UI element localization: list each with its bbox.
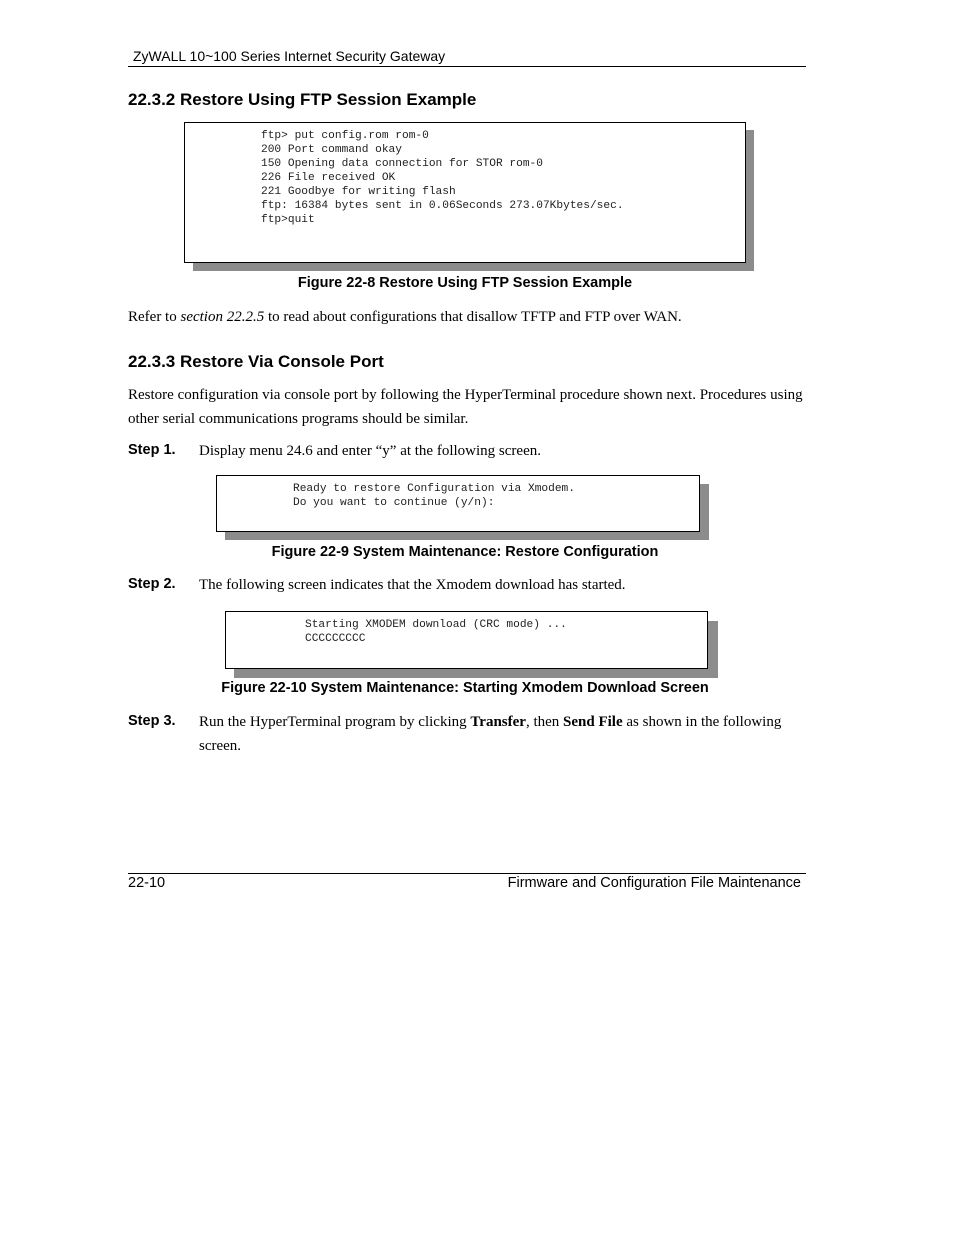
figure-22-10-terminal-screen xyxy=(225,611,708,669)
section-heading-2232: 22.3.2 Restore Using FTP Session Example xyxy=(128,90,477,109)
running-header: ZyWALL 10~100 Series Internet Security Gateway xyxy=(133,48,446,64)
footer-rule xyxy=(128,873,806,874)
footer-chapter-title: Firmware and Configuration File Maintenance xyxy=(507,875,801,891)
figure-22-10-caption: Figure 22-10 System Maintenance: Starting Xmodem Download Screen xyxy=(221,680,709,696)
section-heading-2233: 22.3.3 Restore Via Console Port xyxy=(128,352,384,371)
step-3-prefix: Run the HyperTerminal program by clicking xyxy=(199,714,471,730)
intro-paragraph: Restore configuration via console port by following the HyperTerminal procedure shown next. Procedures using other serial communications programs should be similar. xyxy=(128,387,803,427)
refer-paragraph xyxy=(128,305,682,329)
refer-suffix: to read about configurations that disallow TFTP and FTP over WAN. xyxy=(264,309,682,325)
step-1-label: Step 1. xyxy=(128,442,176,458)
refer-prefix: Refer to xyxy=(128,309,181,325)
step-1-text: Display menu 24.6 and enter “y” at the following screen. xyxy=(199,443,541,459)
figure-22-9-terminal-screen xyxy=(216,475,700,532)
footer-page-number: 22-10 xyxy=(128,875,166,891)
send-file-menu-term: Send File xyxy=(563,714,623,730)
terminal-text: ftp> put config.rom rom-0 200 Port command okay 150 Opening data connection for STOR rom-0 226 File received OK 221 Goodbye for writing flash ftp: 16384 bytes sent in 0.06Seconds 273.07Kbytes/sec. ftp>quit xyxy=(261,130,624,226)
step-2-label: Step 2. xyxy=(128,576,176,592)
step-3-label: Step 3. xyxy=(128,713,176,729)
section-reference-link[interactable]: section 22.2.5 xyxy=(180,309,265,325)
figure-22-8-terminal-screen xyxy=(184,122,746,263)
terminal-text: Ready to restore Configuration via Xmodem. Do you want to continue (y/n): xyxy=(293,483,575,509)
step-3-text xyxy=(199,710,799,758)
figure-22-9-caption: Figure 22-9 System Maintenance: Restore Configuration xyxy=(271,544,659,560)
figure-22-8-caption: Figure 22-8 Restore Using FTP Session Example xyxy=(297,275,633,291)
step-3-mid: , then xyxy=(525,714,564,730)
step-2-text: The following screen indicates that the Xmodem download has started. xyxy=(199,577,626,593)
terminal-text: Starting XMODEM download (CRC mode) ... CCCCCCCCC xyxy=(305,619,567,645)
step-3-suffix: as shown in the following screen. xyxy=(199,714,782,754)
header-rule xyxy=(128,66,806,67)
transfer-menu-term: Transfer xyxy=(470,714,526,730)
